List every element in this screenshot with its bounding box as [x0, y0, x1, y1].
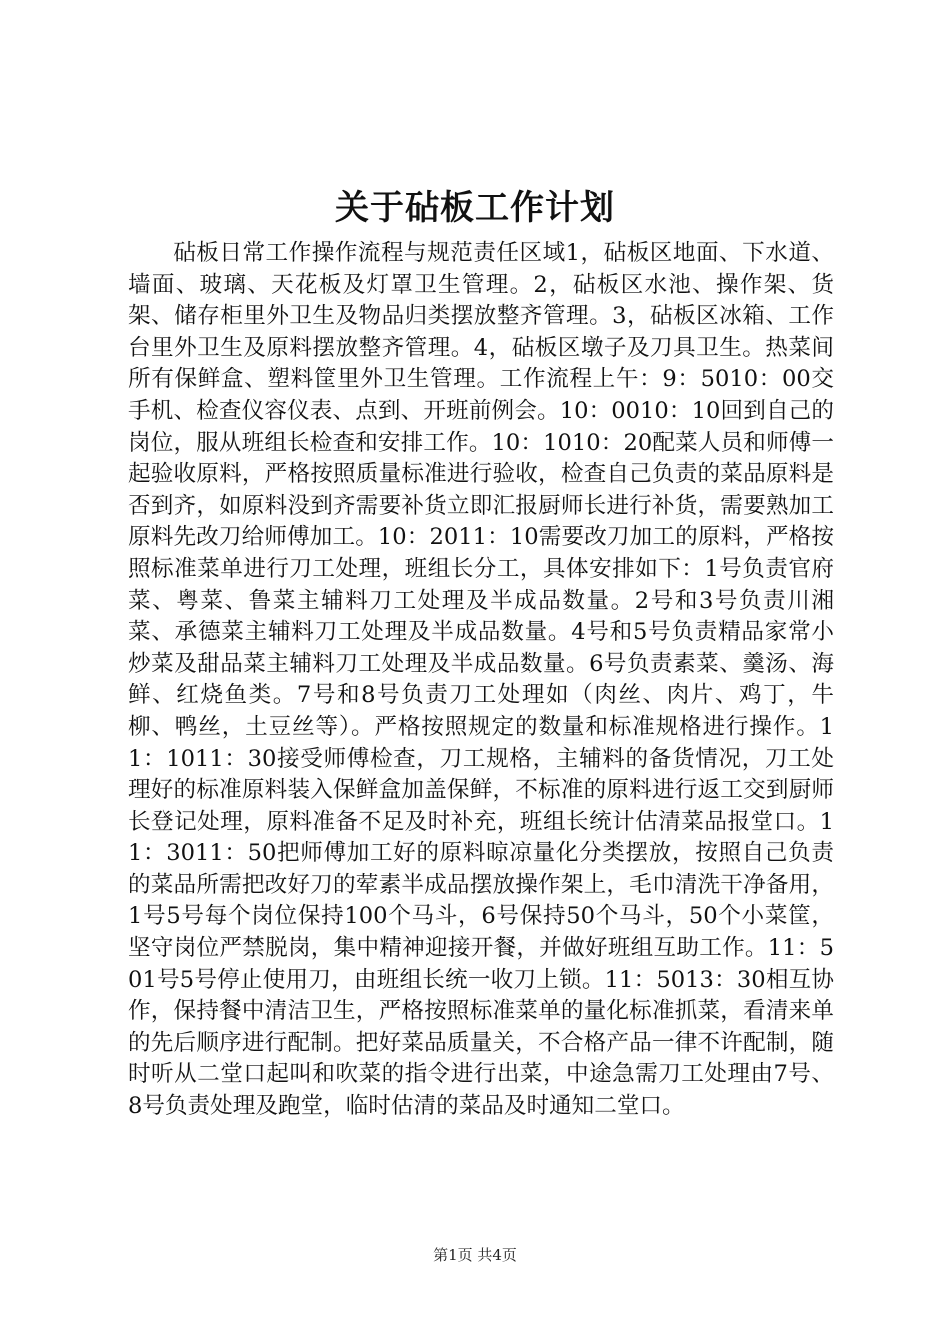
document-title: 关于砧板工作计划: [335, 188, 615, 228]
page-number-footer: 第1页 共4页: [433, 1246, 517, 1264]
document-body-paragraph: 砧板日常工作操作流程与规范责任区域1，砧板区地面、下水道、墙面、玻璃、天花板及灯罩卫生管理。2，砧板区水池、操作架、货架、储存柜里外卫生及物品归类摆放整齐管理。3，砧板区冰箱、工作台里外卫生及原料摆放整齐管理。4，砧板区墩子及刀具卫生。热菜间所有保鲜盒、塑料筐里外卫生管理。工作流程上午：9：5010：00交手机、检查仪容仪表、点到、开班前例会。10：0010：10回到自己的岗位，服从班组长检查和安排工作。10：1010：20配菜人员和师傅一起验收原料，严格按照质量标准进行验收，检查自己负责的菜品原料是否到齐，如原料没到齐需要补货立即汇报厨师长进行补货，需要熟加工原料先改刀给师傅加工。10：2011：10需要改刀加工的原料，严格按照标准菜单进行刀工处理，班组长分工，具体安排如下：1号负责官府菜、粤菜、鲁菜主辅料刀工处理及半成品数量。2号和3号负责川湘菜、承德菜主辅料刀工处理及半成品数量。4号和5号负责精品家常小炒菜及甜品菜主辅料刀工处理及半成品数量。6号负责素菜、羹汤、海鲜、红烧鱼类。7号和8号负责刀工处理如（肉丝、肉片、鸡丁，牛柳、鸭丝，土豆丝等）。严格按照规定的数量和标准规格进行操作。11：1011：30接受师傅检查，刀工规格，主辅料的备货情况，刀工处理好的标准原料装入保鲜盒加盖保鲜，不标准的原料进行返工交到厨师长登记处理，原料准备不足及时补充，班组长统计估清菜品报堂口。11：3011：50把师傅加工好的原料晾凉量化分类摆放，按照自己负责的菜品所需把改好刀的荤素半成品摆放操作架上，毛巾清洗干净备用，1号5号每个岗位保持100个马斗，6号保持50个马斗，50个小菜筐，坚守岗位严禁脱岗，集中精神迎接开餐，并做好班组互助工作。11：501号5号停止使用刀，由班组长统一收刀上锁。11：5013：30相互协作，保持餐中清洁卫生，严格按照标准菜单的量化标准抓菜，看清来单的先后顺序进行配制。把好菜品质量关，不合格产品一律不许配制，随时听从二堂口起叫和吹菜的指令进行出菜，中途急需刀工处理由7号、8号负责处理及跑堂，临时估清的菜品及时通知二堂口。: [128, 240, 834, 1120]
